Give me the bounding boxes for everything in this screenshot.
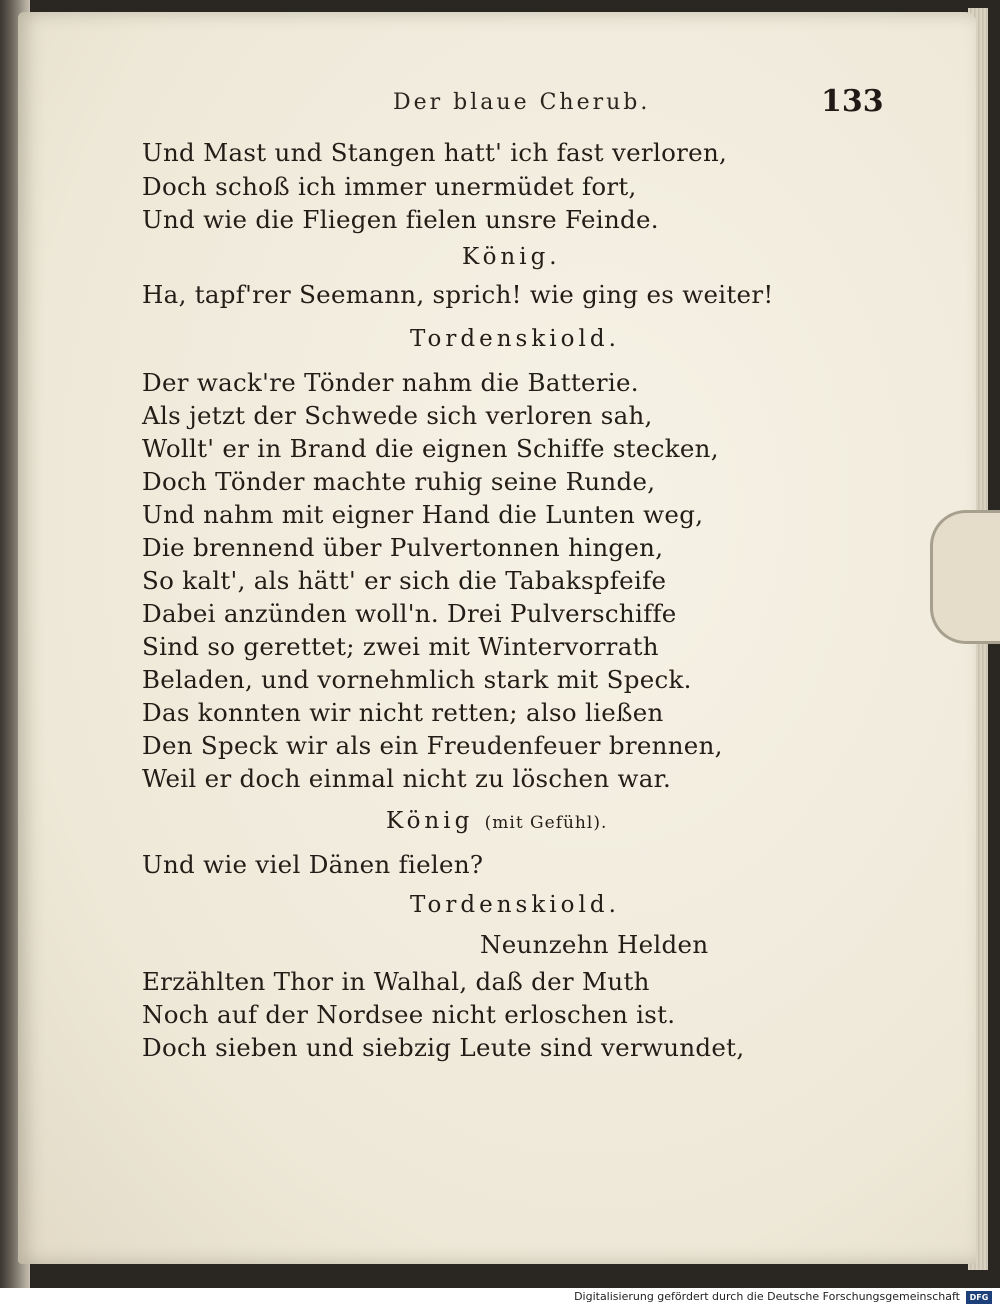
verse-line: Den Speck wir als ein Freudenfeuer brennen, (142, 731, 723, 760)
verse-line: Doch sieben und siebzig Leute sind verwundet, (142, 1033, 745, 1062)
verse-line: Ha, tapf'rer Seemann, sprich! wie ging es weiter! (142, 280, 774, 309)
verse-line: Doch Tönder machte ruhig seine Runde, (142, 467, 656, 496)
verse-line: Wollt' er in Brand die eignen Schiffe stecken, (142, 434, 719, 463)
speaker-name (386, 808, 607, 834)
verse-line: Der wack're Tönder nahm die Batterie. (142, 368, 639, 397)
verse-line: Und Mast und Stangen hatt' ich fast verloren, (142, 138, 728, 167)
verse-line: Doch schoß ich immer unermüdet fort, (142, 172, 637, 201)
verse-line: Dabei anzünden woll'n. Drei Pulverschiffe (142, 599, 677, 628)
verse-line: Und wie viel Dänen fielen? (142, 850, 484, 879)
speaker-name: Tordenskiold. (410, 892, 620, 918)
verse-line: Neunzehn Helden (480, 930, 709, 959)
speaker-name: König. (462, 244, 561, 270)
page-number: 133 (821, 84, 884, 119)
verse-line: Die brennend über Pulvertonnen hingen, (142, 533, 664, 562)
verse-line: Beladen, und vornehmlich stark mit Speck. (142, 665, 692, 694)
footer-bar (0, 1288, 1000, 1308)
page-clip-tab (930, 510, 1000, 644)
verse-line: Das konnten wir nicht retten; also ließen (142, 698, 664, 727)
verse-line: Weil er doch einmal nicht zu löschen war. (142, 764, 672, 793)
verse-line: Sind so gerettet; zwei mit Wintervorrath (142, 632, 659, 661)
verse-line: Und nahm mit eigner Hand die Lunten weg, (142, 500, 704, 529)
footer-credit: Digitalisierung gefördert durch die Deutsche Forschungsgemeinschaft (574, 1290, 960, 1303)
book-page (18, 12, 976, 1264)
verse-line: Noch auf der Nordsee nicht erloschen ist. (142, 1000, 676, 1029)
speaker-label: König (386, 808, 474, 834)
stage-direction: (mit Gefühl). (484, 813, 608, 833)
verse-line: Und wie die Fliegen fielen unsre Feinde. (142, 205, 659, 234)
page-header (18, 84, 976, 124)
verse-line: Erzählten Thor in Walhal, daß der Muth (142, 967, 650, 996)
verse-line: So kalt', als hätt' er sich die Tabakspfeife (142, 566, 667, 595)
speaker-name: Tordenskiold. (410, 326, 620, 352)
verse-line: Als jetzt der Schwede sich verloren sah, (142, 401, 653, 430)
dfg-logo: DFG (966, 1291, 992, 1304)
running-title: Der blaue Cherub. (393, 90, 651, 115)
